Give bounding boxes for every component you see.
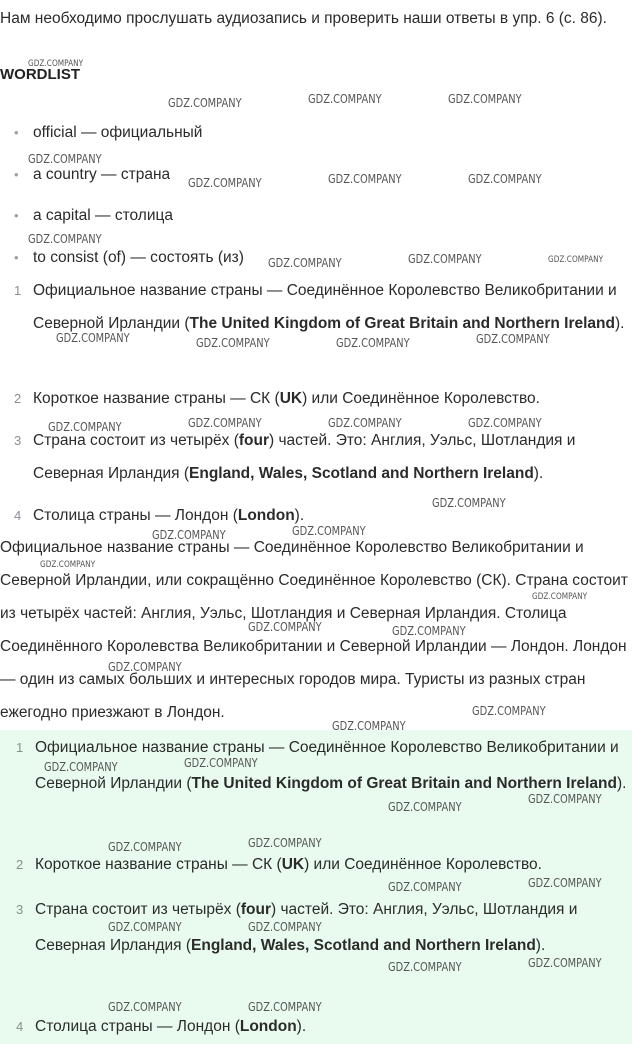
item-number: 3 [16,902,24,917]
watermark: GDZ.COMPANY [336,336,410,350]
watermark: GDZ.COMPANY [196,336,270,350]
watermark: GDZ.COMPANY [28,152,102,166]
watermark: GDZ.COMPANY [388,960,462,974]
summary-paragraph: Официальное название страны — Соединённое Королевство Великобритании и Северной Ирландии, или сокращённо Соединённое Королевство (СК). Страна состоит из четырёх частей: Англия, Уэльс, Шотландия и Северная Ирландия. Столица Соединённого Королевства Великобритании и Северной Ирландии — Лондон. Лондон — один из самых больших и интересных городов мира. Туристы из разных стран ежегодно приезжают в Лондон. [0,539,628,721]
numbered-item: 2 Короткое название страны — СК (UK) или Соединённое Королевство. [33,382,630,415]
item-number: 4 [16,1019,24,1034]
watermark: GDZ.COMPANY [472,704,546,718]
wordlist-item: • official — официальный [16,116,616,149]
item-number: 4 [14,508,22,523]
item-number: 2 [16,857,24,872]
watermark: GDZ.COMPANY [108,920,182,934]
watermark: GDZ.COMPANY [292,524,366,538]
watermark: GDZ.COMPANY [332,719,406,733]
watermark: GDZ.COMPANY [328,416,402,430]
wordlist-item: • a country — страна [16,158,616,191]
watermark: GDZ.COMPANY [268,256,342,270]
watermark: GDZ.COMPANY [108,660,182,674]
wordlist-item: • a capital — столица [16,199,616,232]
watermark: GDZ.COMPANY [248,836,322,850]
watermark: GDZ.COMPANY [44,760,118,774]
watermark: GDZ.COMPANY [248,1000,322,1014]
watermark: GDZ.COMPANY [528,792,602,806]
answer-item: 2 Короткое название страны — СК (UK) или Соединённое Королевство. [35,847,627,883]
wordlist-item: • to consist (of) — состоять (из) [16,241,616,274]
numbered-item: 1 Официальное название страны — Соединённое Королевство Великобритании и Северной Ирландии (The United Kingdom of Great Britain and Northern Ireland). [33,274,630,340]
answer-item: 3 Страна состоит из четырёх (four) частей. Это: Англия, Уэльс, Шотландия и Северная Ирландия (England, Wales, Scotland and Northern Ireland). [35,892,627,964]
watermark: GDZ.COMPANY [408,252,482,266]
watermark: GDZ.COMPANY [548,255,604,265]
numbered-item: 3 Страна состоит из четырёх (four) частей. Это: Англия, Уэльс, Шотландия и Северная Ирландия (England, Wales, Scotland and Northern Ireland). [33,424,630,490]
watermark: GDZ.COMPANY [448,92,522,106]
watermark: GDZ.COMPANY [432,496,506,510]
watermark: GDZ.COMPANY [48,420,122,434]
watermark: GDZ.COMPANY [468,416,542,430]
watermark: GDZ.COMPANY [188,416,262,430]
watermark: GDZ.COMPANY [188,176,262,190]
watermark: GDZ.COMPANY [56,331,130,345]
item-number: 3 [14,433,22,448]
watermark: GDZ.COMPANY [108,840,182,854]
watermark: GDZ.COMPANY [248,620,322,634]
watermark: GDZ.COMPANY [108,1000,182,1014]
watermark: GDZ.COMPANY [388,800,462,814]
intro-text: Нам необходимо прослушать аудиозапись и проверить наши ответы в упр. 6 (с. 86). [0,10,607,27]
watermark: GDZ.COMPANY [476,332,550,346]
watermark: GDZ.COMPANY [388,880,462,894]
watermark: GDZ.COMPANY [248,920,322,934]
answer-item: 1 Официальное название страны — Соединённое Королевство Великобритании и Северной Ирландии (The United Kingdom of Great Britain and Northern Ireland). [35,730,627,802]
watermark: GDZ.COMPANY [168,96,242,110]
watermark: GDZ.COMPANY [528,956,602,970]
watermark: GDZ.COMPANY [468,172,542,186]
watermark: GDZ.COMPANY [40,560,96,570]
watermark: GDZ.COMPANY [28,59,84,69]
watermark: GDZ.COMPANY [392,624,466,638]
item-number: 2 [14,391,22,406]
watermark: GDZ.COMPANY [308,92,382,106]
watermark: GDZ.COMPANY [532,592,588,602]
item-number: 1 [14,283,22,298]
watermark: GDZ.COMPANY [528,876,602,890]
item-number: 1 [16,740,24,755]
numbered-item: 4 Столица страны — Лондон (London). [33,499,630,532]
wordlist-heading: WORDLIST [0,66,80,83]
watermark: GDZ.COMPANY [328,172,402,186]
watermark: GDZ.COMPANY [152,528,226,542]
watermark: GDZ.COMPANY [184,756,258,770]
answer-item: 4 Столица страны — Лондон (London). [35,1009,627,1045]
watermark: GDZ.COMPANY [28,232,102,246]
